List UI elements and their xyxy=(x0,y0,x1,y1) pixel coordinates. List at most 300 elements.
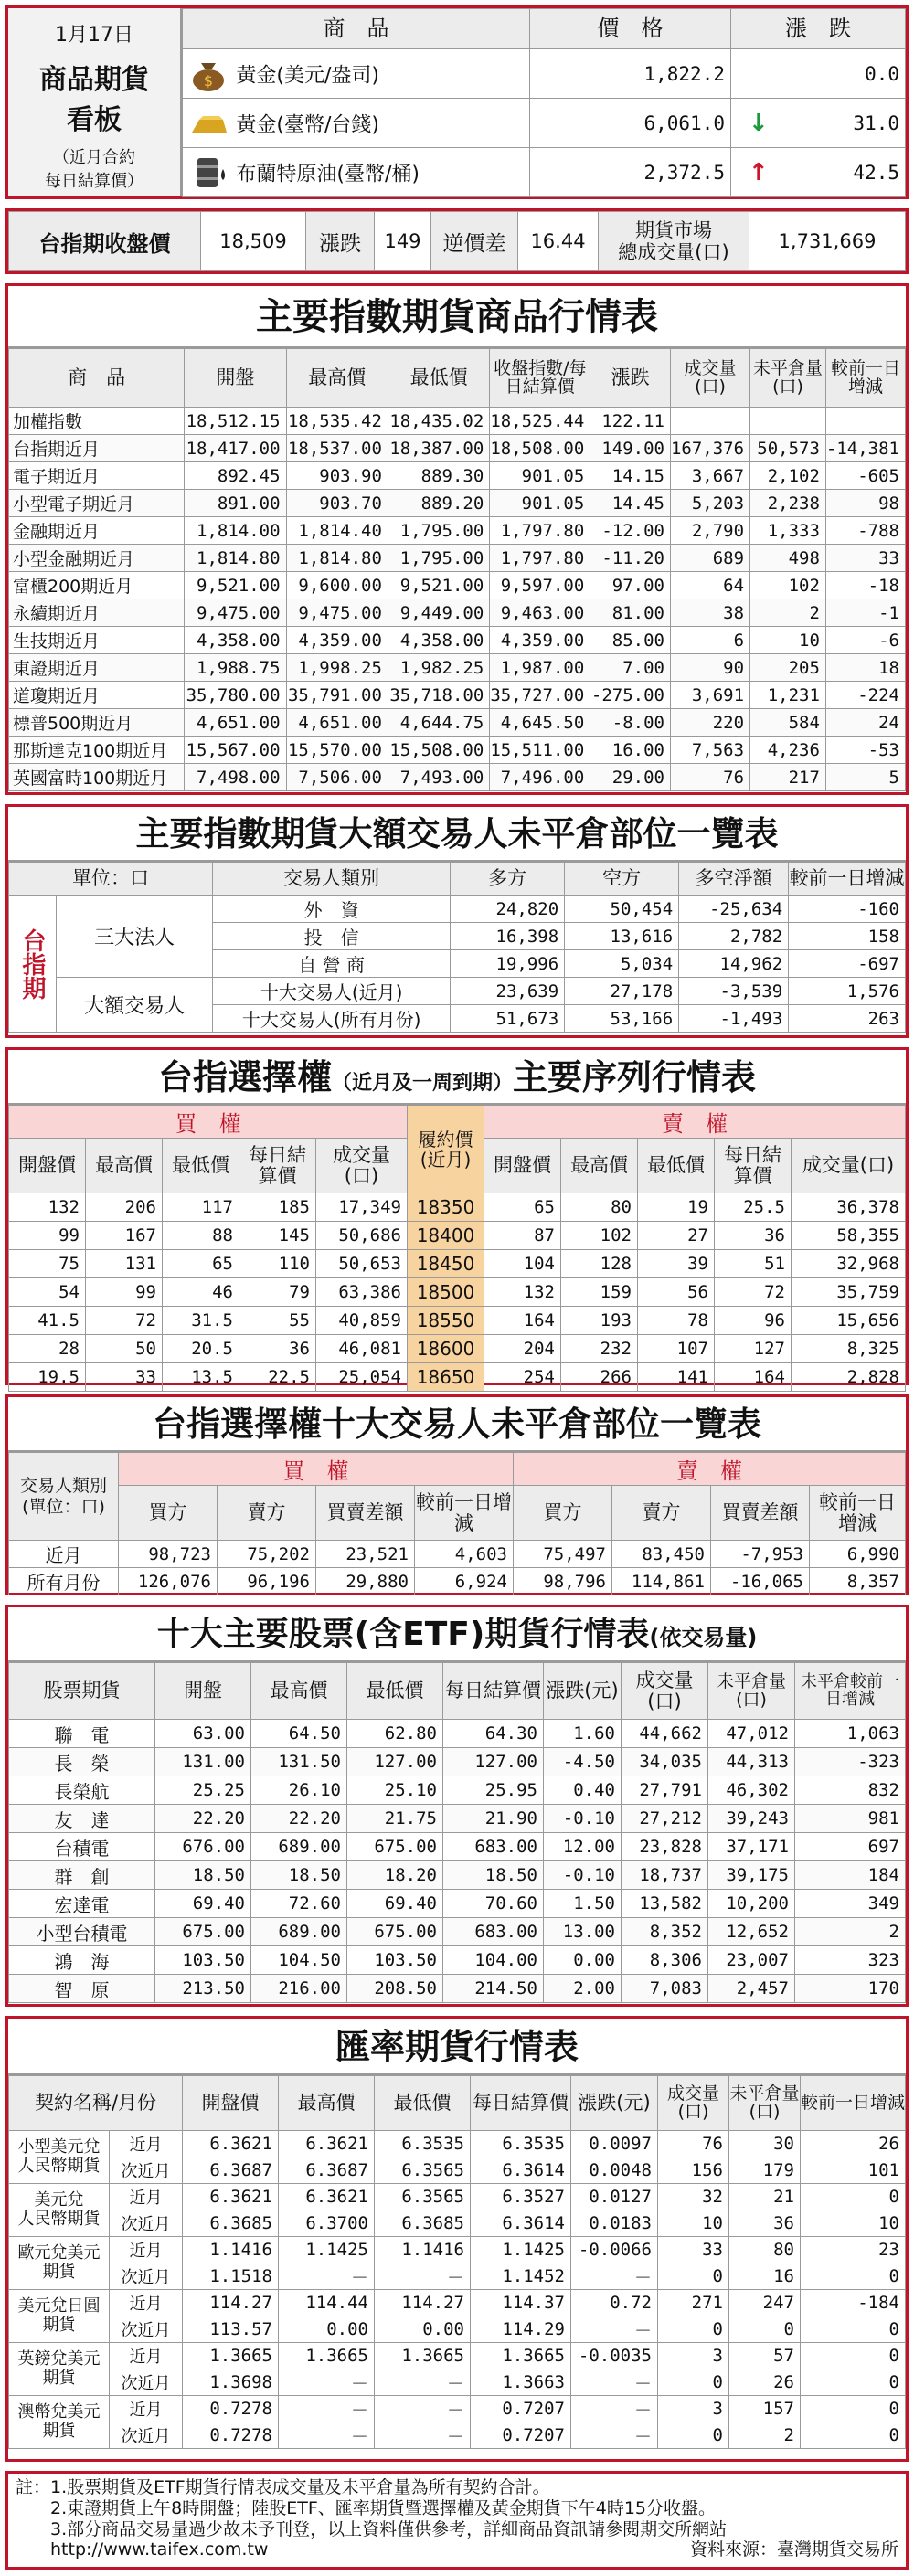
open-price: 6.3621 xyxy=(182,2131,278,2157)
col-header: 未平倉較前一日增減 xyxy=(795,1663,906,1720)
put-net: -16,065 xyxy=(711,1568,810,1595)
side-label-taiex: 台指期 xyxy=(9,896,57,1033)
open-interest: 205 xyxy=(750,654,826,682)
open-interest: 57 xyxy=(728,2343,800,2369)
product-name: 標普500期近月 xyxy=(9,709,185,737)
high-price: 6.3687 xyxy=(278,2157,374,2184)
volume: 220 xyxy=(670,709,749,737)
table-row xyxy=(9,545,906,572)
put-open: 104 xyxy=(484,1250,561,1278)
col-header: 每日結算價 xyxy=(239,1139,316,1193)
open-interest: 50,573 xyxy=(750,435,826,462)
put-low: 19 xyxy=(638,1193,715,1222)
month-label: 次近月 xyxy=(110,2369,183,2396)
col-header: 多空淨額 xyxy=(679,863,789,896)
put-settle: 164 xyxy=(715,1363,792,1392)
volume: 2,790 xyxy=(670,517,749,545)
change-value: 13.00 xyxy=(544,1918,622,1946)
col-header: 每日結算價 xyxy=(715,1139,792,1193)
index-futures-body xyxy=(9,408,906,791)
open-interest: 37,171 xyxy=(708,1833,795,1861)
long-value: 19,996 xyxy=(451,950,565,978)
open-interest: 23,007 xyxy=(708,1946,795,1975)
table-row xyxy=(9,1833,906,1861)
gold-bar-icon xyxy=(186,105,230,142)
oi-change: 101 xyxy=(800,2157,905,2184)
call-buy: 98,723 xyxy=(119,1541,218,1568)
col-header: 最高價 xyxy=(561,1139,638,1193)
put-label: 賣 權 xyxy=(514,1453,906,1486)
col-header: 買方 xyxy=(119,1486,218,1541)
taiex-basis-value: 16.44 xyxy=(518,212,599,271)
open-interest: 16 xyxy=(728,2263,800,2290)
open-price: 9,475.00 xyxy=(185,599,286,627)
call-settle: 79 xyxy=(239,1278,316,1307)
put-label: 賣 權 xyxy=(484,1106,906,1139)
open-interest: 157 xyxy=(728,2396,800,2422)
col-header: 最高價 xyxy=(278,2076,374,2131)
oi-change: 33 xyxy=(825,545,905,572)
volume: 0 xyxy=(657,2422,728,2449)
open-price: 4,651.00 xyxy=(185,709,286,737)
contract-name-b: 人民幣期貨 xyxy=(17,2156,101,2176)
stock-name: 小型台積電 xyxy=(9,1918,155,1946)
board-item-name: 黃金(臺幣/台錢) xyxy=(236,113,379,136)
change-value: 81.00 xyxy=(590,599,671,627)
change-value: -12.00 xyxy=(590,517,671,545)
open-price: 1.1518 xyxy=(182,2263,278,2290)
open-price: 18,512.15 xyxy=(185,408,286,435)
short-value: 50,454 xyxy=(565,896,679,923)
product-name: 小型金融期近月 xyxy=(9,545,185,572)
high-price: 6.3700 xyxy=(278,2210,374,2237)
volume: 34,035 xyxy=(622,1748,708,1776)
col-header: 漲跌(元) xyxy=(544,1663,622,1720)
high-price: 6.3621 xyxy=(278,2184,374,2210)
board-title-1: 商品期貨 xyxy=(39,64,149,96)
month-label: 次近月 xyxy=(110,2422,183,2449)
table-row xyxy=(9,2343,906,2369)
high-price: － xyxy=(278,2396,374,2422)
table-row xyxy=(9,2184,906,2210)
oi-change: 18 xyxy=(825,654,905,682)
table-row xyxy=(9,1975,906,2003)
change-value: -8.00 xyxy=(590,709,671,737)
table-row xyxy=(9,2316,906,2343)
put-open: 254 xyxy=(484,1363,561,1392)
settle-price: 4,645.50 xyxy=(490,709,590,737)
change-value: 0.0097 xyxy=(570,2131,657,2157)
board-row xyxy=(183,99,906,148)
short-value: 53,166 xyxy=(565,1005,679,1033)
volume: 8,306 xyxy=(622,1946,708,1975)
index-futures-table xyxy=(8,348,906,791)
strike-price: 18500 xyxy=(408,1278,484,1307)
contract-name xyxy=(9,2290,110,2343)
change-value: 0.0127 xyxy=(570,2184,657,2210)
settle-price: 0.7207 xyxy=(470,2396,570,2422)
options-series-body xyxy=(9,1193,906,1392)
open-interest: 102 xyxy=(750,572,826,599)
low-price: 9,449.00 xyxy=(388,599,489,627)
col-header: 最低價 xyxy=(347,1663,443,1720)
contract-name-a: 美元兌 xyxy=(34,2189,84,2210)
low-price: 675.00 xyxy=(347,1918,443,1946)
board-sub-1: （近月合約 xyxy=(53,148,135,167)
section-title-small: (依交易量) xyxy=(649,1625,758,1650)
low-price: 6.3565 xyxy=(374,2184,470,2210)
change-value: － xyxy=(570,2396,657,2422)
change-value: － xyxy=(570,2369,657,2396)
contract-name-b: 期貨 xyxy=(42,2421,76,2441)
open-price: 0.7278 xyxy=(182,2422,278,2449)
high-price: 15,570.00 xyxy=(286,737,388,764)
contract-name-b: 人民幣期貨 xyxy=(17,2209,101,2229)
col-header: 成交量(口) xyxy=(316,1139,408,1193)
high-price: 72.60 xyxy=(251,1890,347,1918)
open-price: 1.3665 xyxy=(182,2343,278,2369)
taiex-close-value: 18,509 xyxy=(201,212,306,271)
low-price: 6.3535 xyxy=(374,2131,470,2157)
oil-barrel-icon xyxy=(186,154,230,191)
call-volume: 17,349 xyxy=(316,1193,408,1222)
taifex-link[interactable]: http://www.taifex.com.tw xyxy=(50,2539,269,2560)
high-price: 26.10 xyxy=(251,1776,347,1805)
change-value: 0.0183 xyxy=(570,2210,657,2237)
strike-price: 18350 xyxy=(408,1193,484,1222)
put-volume: 32,968 xyxy=(792,1250,906,1278)
table-row xyxy=(9,1193,906,1222)
open-interest: 247 xyxy=(728,2290,800,2316)
volume: 167,376 xyxy=(670,435,749,462)
settle-price: 104.00 xyxy=(443,1946,544,1975)
change-value: 0.0048 xyxy=(570,2157,657,2184)
change-value: -0.10 xyxy=(544,1861,622,1890)
table-row xyxy=(9,599,906,627)
change-value: 158 xyxy=(789,923,906,950)
change-value: 12.00 xyxy=(544,1833,622,1861)
settle-price: 0.7207 xyxy=(470,2422,570,2449)
oi-change: -788 xyxy=(825,517,905,545)
table-row xyxy=(9,1568,906,1595)
table-row xyxy=(9,2157,906,2184)
low-price: 21.75 xyxy=(347,1805,443,1833)
col-header: 較前一日增減 xyxy=(825,349,905,408)
section-stock-futures xyxy=(5,1605,909,2007)
product-name: 金融期近月 xyxy=(9,517,185,545)
board-title-2: 看板 xyxy=(67,104,122,136)
contract-name xyxy=(9,2131,110,2184)
section-title-small: （近月及一周到期） xyxy=(331,1072,513,1095)
volume: 76 xyxy=(657,2131,728,2157)
col-header: 賣方 xyxy=(218,1486,316,1541)
change-value: -275.00 xyxy=(590,682,671,709)
fx-futures-body xyxy=(9,2131,906,2449)
table-row xyxy=(9,1335,906,1363)
period-label: 所有月份 xyxy=(9,1568,119,1595)
put-settle: 25.5 xyxy=(715,1193,792,1222)
high-price: 689.00 xyxy=(251,1918,347,1946)
high-price: 4,651.00 xyxy=(286,709,388,737)
put-low: 56 xyxy=(638,1278,715,1307)
settle-price: 35,727.00 xyxy=(490,682,590,709)
volume: 7,083 xyxy=(622,1975,708,2003)
settle-price: 18.50 xyxy=(443,1861,544,1890)
col-header: 未平倉量(口) xyxy=(750,349,826,408)
call-low: 46 xyxy=(163,1278,239,1307)
change-value: － xyxy=(570,2316,657,2343)
corner-label xyxy=(9,1453,119,1541)
volume: 76 xyxy=(670,764,749,791)
call-open: 54 xyxy=(9,1278,86,1307)
put-change: 8,357 xyxy=(810,1568,906,1595)
put-high: 266 xyxy=(561,1363,638,1392)
board-sub-2: 每日結算價） xyxy=(45,172,143,191)
stock-futures-body xyxy=(9,1720,906,2003)
low-price: 7,493.00 xyxy=(388,764,489,791)
oi-change xyxy=(825,408,905,435)
section-title xyxy=(8,1050,906,1105)
oi-change: 0 xyxy=(800,2316,905,2343)
low-price: － xyxy=(374,2369,470,2396)
call-volume: 50,653 xyxy=(316,1250,408,1278)
stock-name: 智 原 xyxy=(9,1975,155,2003)
call-open: 75 xyxy=(9,1250,86,1278)
month-label: 近月 xyxy=(110,2290,183,2316)
section-title-main: 十大主要股票(含ETF)期貨行情表 xyxy=(156,1616,650,1653)
product-name: 電子期近月 xyxy=(9,462,185,490)
settle-price: 1,987.00 xyxy=(490,654,590,682)
strike-price: 18650 xyxy=(408,1363,484,1392)
long-value: 23,639 xyxy=(451,978,565,1005)
taiex-close-label: 台指期收盤價 xyxy=(9,212,201,271)
board-header: 漲 跌 xyxy=(731,9,906,49)
oi-change: 10 xyxy=(800,2210,905,2237)
open-price: 0.7278 xyxy=(182,2396,278,2422)
table-row xyxy=(9,1541,906,1568)
product-name: 那斯達克100期近月 xyxy=(9,737,185,764)
col-header: 最低價 xyxy=(388,349,489,408)
table-row xyxy=(9,490,906,517)
high-price: 1.1425 xyxy=(278,2237,374,2263)
oi-change: 349 xyxy=(795,1890,906,1918)
oi-change: 697 xyxy=(795,1833,906,1861)
board-item-name: 黃金(美元/盎司) xyxy=(236,64,379,87)
table-row xyxy=(9,517,906,545)
board-item-price: 1,822.2 xyxy=(530,49,731,99)
settle-price: 70.60 xyxy=(443,1890,544,1918)
col-header: 未平倉量(口) xyxy=(708,1663,795,1720)
low-price: 9,521.00 xyxy=(388,572,489,599)
volume: 689 xyxy=(670,545,749,572)
contract-name-a: 美元兌日圓 xyxy=(17,2295,101,2316)
call-high: 206 xyxy=(86,1193,163,1222)
put-volume: 15,656 xyxy=(792,1307,906,1335)
section-title: 台指選擇權十大交易人未平倉部位一覽表 xyxy=(8,1397,906,1452)
volume: 3 xyxy=(657,2343,728,2369)
col-header: 多方 xyxy=(451,863,565,896)
volume: 10 xyxy=(657,2210,728,2237)
settle-price: 114.29 xyxy=(470,2316,570,2343)
open-price: 15,567.00 xyxy=(185,737,286,764)
settle-price: 214.50 xyxy=(443,1975,544,2003)
section-title-b: 主要序列行情表 xyxy=(513,1057,757,1097)
money-bag-icon xyxy=(186,56,230,92)
change-value: 0.72 xyxy=(570,2290,657,2316)
put-sell: 114,861 xyxy=(612,1568,711,1595)
trader-type: 外 資 xyxy=(213,896,451,923)
col-header: 商 品 xyxy=(9,349,185,408)
section-large-traders xyxy=(5,804,909,1038)
short-value: 13,616 xyxy=(565,923,679,950)
high-price: 131.50 xyxy=(251,1748,347,1776)
footnotes xyxy=(5,2471,909,2570)
stock-name: 聯 電 xyxy=(9,1720,155,1748)
settle-price: 9,463.00 xyxy=(490,599,590,627)
product-name: 生技期近月 xyxy=(9,627,185,654)
call-volume: 63,386 xyxy=(316,1278,408,1307)
low-price: 889.30 xyxy=(388,462,489,490)
market-volume-label-b: 總成交量(口) xyxy=(618,241,729,263)
open-price: 892.45 xyxy=(185,462,286,490)
svg-text:$: $ xyxy=(203,71,214,90)
open-price: 9,521.00 xyxy=(185,572,286,599)
board-header: 商 品 xyxy=(183,9,530,49)
oi-change: 184 xyxy=(795,1861,906,1890)
board-item-price: 6,061.0 xyxy=(530,99,731,148)
section-options-series xyxy=(5,1047,909,1388)
col-header: 買方 xyxy=(514,1486,612,1541)
table-row xyxy=(9,2422,906,2449)
open-interest: 47,012 xyxy=(708,1720,795,1748)
volume: 44,662 xyxy=(622,1720,708,1748)
stock-name: 宏達電 xyxy=(9,1890,155,1918)
commodity-board xyxy=(5,5,909,199)
stock-futures-table xyxy=(8,1662,906,2003)
high-price: 18,535.42 xyxy=(286,408,388,435)
put-high: 102 xyxy=(561,1222,638,1250)
section-options-top10 xyxy=(5,1394,909,1595)
table-row xyxy=(9,1805,906,1833)
put-net: -7,953 xyxy=(711,1541,810,1568)
col-header: 成交量(口) xyxy=(792,1139,906,1193)
col-header: 收盤指數/每日結算價 xyxy=(490,349,590,408)
short-value: 5,034 xyxy=(565,950,679,978)
put-settle: 36 xyxy=(715,1222,792,1250)
contract-name-a: 歐元兌美元 xyxy=(17,2242,101,2263)
put-volume: 8,325 xyxy=(792,1335,906,1363)
open-interest: 2,102 xyxy=(750,462,826,490)
section-title-a: 台指選擇權 xyxy=(157,1057,332,1097)
table-row xyxy=(9,764,906,791)
short-value: 27,178 xyxy=(565,978,679,1005)
low-price: 35,718.00 xyxy=(388,682,489,709)
open-price: 6.3687 xyxy=(182,2157,278,2184)
settle-price: 1.1425 xyxy=(470,2237,570,2263)
stock-name: 台積電 xyxy=(9,1833,155,1861)
contract-name xyxy=(9,2396,110,2449)
market-volume-value: 1,731,669 xyxy=(749,212,906,271)
board-item-name: 布蘭特原油(臺幣/桶) xyxy=(236,163,420,186)
volume: 27,212 xyxy=(622,1805,708,1833)
call-high: 167 xyxy=(86,1222,163,1250)
call-buy: 126,076 xyxy=(119,1568,218,1595)
volume: 8,352 xyxy=(622,1918,708,1946)
open-interest: 498 xyxy=(750,545,826,572)
put-volume: 36,378 xyxy=(792,1193,906,1222)
contract-name xyxy=(9,2343,110,2396)
put-high: 128 xyxy=(561,1250,638,1278)
open-price: 69.40 xyxy=(155,1890,251,1918)
oi-change: 2 xyxy=(795,1918,906,1946)
put-buy: 98,796 xyxy=(514,1568,612,1595)
board-date: 1月17日 xyxy=(55,24,133,47)
table-row xyxy=(9,1918,906,1946)
open-price: 1,814.00 xyxy=(185,517,286,545)
open-price: 113.57 xyxy=(182,2316,278,2343)
open-price: 4,358.00 xyxy=(185,627,286,654)
open-interest: 1,231 xyxy=(750,682,826,709)
oi-change: -323 xyxy=(795,1748,906,1776)
volume: 156 xyxy=(657,2157,728,2184)
low-price: 127.00 xyxy=(347,1748,443,1776)
open-interest: 39,243 xyxy=(708,1805,795,1833)
put-high: 193 xyxy=(561,1307,638,1335)
call-high: 50 xyxy=(86,1335,163,1363)
settle-price: 1.3663 xyxy=(470,2369,570,2396)
long-value: 24,820 xyxy=(451,896,565,923)
month-label: 次近月 xyxy=(110,2316,183,2343)
board-row xyxy=(183,148,906,197)
table-row xyxy=(9,572,906,599)
settle-price: 1,797.80 xyxy=(490,517,590,545)
change-value: 16.00 xyxy=(590,737,671,764)
contract-name-a: 澳幣兌美元 xyxy=(17,2401,101,2422)
settle-price: 6.3614 xyxy=(470,2210,570,2237)
settle-price: 6.3527 xyxy=(470,2184,570,2210)
open-price: 7,498.00 xyxy=(185,764,286,791)
call-open: 28 xyxy=(9,1335,86,1363)
change-value: － xyxy=(570,2422,657,2449)
change-value: 29.00 xyxy=(590,764,671,791)
board-item-change: 42.5 xyxy=(786,148,906,197)
settle-price: 18,508.00 xyxy=(490,435,590,462)
call-high: 99 xyxy=(86,1278,163,1307)
open-interest xyxy=(750,408,826,435)
high-price: 0.00 xyxy=(278,2316,374,2343)
change-value: 1,576 xyxy=(789,978,906,1005)
section-title: 主要指數期貨大額交易人未平倉部位一覽表 xyxy=(8,807,906,862)
put-low: 27 xyxy=(638,1222,715,1250)
high-price: 689.00 xyxy=(251,1833,347,1861)
arrow-down-icon: ↓ xyxy=(731,99,786,148)
settle-price: 64.30 xyxy=(443,1720,544,1748)
group-institutional: 三大法人 xyxy=(57,896,213,978)
col-header: 較前一日增減 xyxy=(789,863,906,896)
settle-price: 683.00 xyxy=(443,1833,544,1861)
call-open: 19.5 xyxy=(9,1363,86,1392)
call-low: 88 xyxy=(163,1222,239,1250)
high-price: 9,475.00 xyxy=(286,599,388,627)
oi-change: 1,063 xyxy=(795,1720,906,1748)
trader-type: 十大交易人(近月) xyxy=(213,978,451,1005)
call-settle: 185 xyxy=(239,1193,316,1222)
high-price: 64.50 xyxy=(251,1720,347,1748)
change-value: 263 xyxy=(789,1005,906,1033)
put-settle: 96 xyxy=(715,1307,792,1335)
section-fx-futures xyxy=(5,2016,909,2462)
col-header: 成交量(口) xyxy=(657,2076,728,2131)
